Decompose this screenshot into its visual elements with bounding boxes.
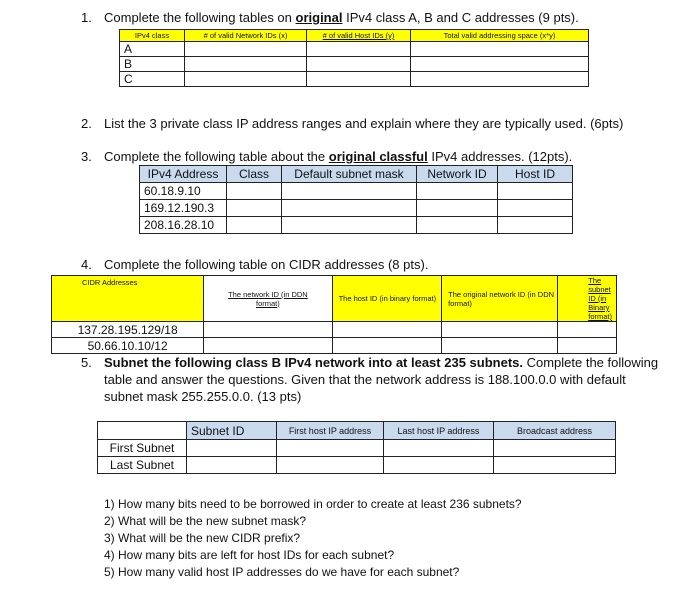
q2-text: List the 3 private class IP address ranges and explain where they are typically used. (6pts) bbox=[104, 116, 624, 131]
answer-cell[interactable] bbox=[282, 217, 417, 234]
q5-row-label: First Subnet bbox=[98, 440, 187, 457]
q5-text-rest: Complete the following bbox=[522, 355, 659, 370]
q4-header: The subnet ID (in Binary format) bbox=[558, 276, 617, 322]
answer-cell[interactable] bbox=[282, 200, 417, 217]
answer-cell[interactable] bbox=[204, 338, 332, 354]
q1-table bbox=[119, 29, 589, 87]
q3-text bbox=[104, 149, 572, 164]
answer-cell[interactable] bbox=[277, 457, 384, 474]
q3-table bbox=[139, 165, 573, 234]
q5-text-line2: table and answer the questions. Given that the network address is 188.100.0.0 with default bbox=[104, 372, 626, 387]
answer-cell[interactable] bbox=[494, 457, 616, 474]
q4-table bbox=[51, 275, 617, 354]
answer-cell[interactable] bbox=[185, 42, 307, 57]
answer-cell[interactable] bbox=[384, 440, 494, 457]
q5-text-bold: Subnet the following class B IPv4 network into at least 235 subnets. bbox=[104, 355, 523, 370]
table-row bbox=[52, 338, 617, 354]
table-row bbox=[98, 457, 616, 474]
list-item: 4) How many bits are left for host IDs for each subnet? bbox=[104, 548, 395, 562]
answer-cell[interactable] bbox=[227, 183, 282, 200]
q3-header: Class bbox=[227, 166, 282, 183]
answer-cell[interactable] bbox=[558, 322, 617, 338]
answer-cell[interactable] bbox=[307, 72, 411, 87]
q5-number: 5. bbox=[81, 355, 92, 370]
answer-cell[interactable] bbox=[307, 42, 411, 57]
q4-header: The host ID (in binary format) bbox=[332, 276, 442, 322]
answer-cell[interactable] bbox=[282, 183, 417, 200]
q3-row-label: 169.12.190.3 bbox=[140, 200, 227, 217]
q1-text-emph: original bbox=[295, 10, 343, 25]
q5-header: Subnet ID bbox=[187, 422, 277, 440]
answer-cell[interactable] bbox=[411, 57, 589, 72]
answer-cell[interactable] bbox=[307, 57, 411, 72]
answer-cell[interactable] bbox=[498, 217, 573, 234]
q1-row-label: C bbox=[120, 72, 185, 87]
q1-text-before: Complete the following tables on bbox=[104, 10, 296, 25]
q1-header: # of valid Network IDs (x) bbox=[185, 30, 307, 42]
answer-cell[interactable] bbox=[277, 440, 384, 457]
q4-number: 4. bbox=[81, 257, 92, 272]
answer-cell[interactable] bbox=[384, 457, 494, 474]
q5-text-line1 bbox=[104, 355, 658, 370]
q1-header: IPv4 class bbox=[120, 30, 185, 42]
empty-header-cell bbox=[98, 422, 187, 440]
q3-text-emph: original classful bbox=[328, 149, 428, 164]
table-row bbox=[140, 183, 573, 200]
table-row bbox=[120, 42, 589, 57]
q5-header: Broadcast address bbox=[494, 422, 616, 440]
answer-cell[interactable] bbox=[204, 322, 332, 338]
answer-cell[interactable] bbox=[185, 57, 307, 72]
q3-number: 3. bbox=[81, 149, 92, 164]
q4-row-label: 137.28.195.129/18 bbox=[52, 322, 204, 338]
q1-row-label: B bbox=[120, 57, 185, 72]
q1-text bbox=[104, 10, 579, 25]
q5-header: First host IP address bbox=[277, 422, 384, 440]
q5-text-line3: subnet mask 255.255.0.0. (13 pts) bbox=[104, 389, 302, 404]
q3-text-before: Complete the following table about the bbox=[104, 149, 329, 164]
answer-cell[interactable] bbox=[417, 183, 498, 200]
answer-cell[interactable] bbox=[442, 338, 558, 354]
answer-cell[interactable] bbox=[332, 338, 442, 354]
list-item: 5) How many valid host IP addresses do we have for each subnet? bbox=[104, 565, 460, 579]
q3-header: IPv4 Address bbox=[140, 166, 227, 183]
answer-cell[interactable] bbox=[498, 200, 573, 217]
q3-header: Network ID bbox=[417, 166, 498, 183]
answer-cell[interactable] bbox=[187, 457, 277, 474]
q4-text: Complete the following table on CIDR addresses (8 pts). bbox=[104, 257, 429, 272]
table-row bbox=[120, 57, 589, 72]
answer-cell[interactable] bbox=[417, 217, 498, 234]
table-row bbox=[140, 200, 573, 217]
q5-header: Last host IP address bbox=[384, 422, 494, 440]
q1-text-after: IPv4 class A, B and C addresses (9 pts). bbox=[342, 10, 579, 25]
table-row bbox=[98, 440, 616, 457]
q3-header: Host ID bbox=[498, 166, 573, 183]
answer-cell[interactable] bbox=[187, 440, 277, 457]
answer-cell[interactable] bbox=[227, 200, 282, 217]
answer-cell[interactable] bbox=[417, 200, 498, 217]
answer-cell[interactable] bbox=[494, 440, 616, 457]
q4-header: The network ID (in DDN format) bbox=[204, 276, 332, 322]
table-row bbox=[140, 217, 573, 234]
answer-cell[interactable] bbox=[411, 42, 589, 57]
q1-row-label: A bbox=[120, 42, 185, 57]
q3-row-label: 60.18.9.10 bbox=[140, 183, 227, 200]
q3-row-label: 208.16.28.10 bbox=[140, 217, 227, 234]
answer-cell[interactable] bbox=[442, 322, 558, 338]
answer-cell[interactable] bbox=[558, 338, 617, 354]
answer-cell[interactable] bbox=[411, 72, 589, 87]
answer-cell[interactable] bbox=[498, 183, 573, 200]
q3-header: Default subnet mask bbox=[282, 166, 417, 183]
table-row bbox=[120, 72, 589, 87]
q1-header: Total valid addressing space (x*y) bbox=[411, 30, 589, 42]
q1-number: 1. bbox=[81, 10, 92, 25]
table-row bbox=[52, 322, 617, 338]
list-item: 1) How many bits need to be borrowed in order to create at least 236 subnets? bbox=[104, 497, 522, 511]
answer-cell[interactable] bbox=[227, 217, 282, 234]
q2-number: 2. bbox=[81, 116, 92, 131]
answer-cell[interactable] bbox=[185, 72, 307, 87]
q4-row-label: 50.66.10.10/12 bbox=[52, 338, 204, 354]
q5-row-label: Last Subnet bbox=[98, 457, 187, 474]
q4-header: The original network ID (in DDN format) bbox=[442, 276, 558, 322]
list-item: 3) What will be the new CIDR prefix? bbox=[104, 531, 301, 545]
q1-header: # of valid Host IDs (y) bbox=[307, 30, 411, 42]
q5-table bbox=[97, 421, 616, 474]
q3-text-after: IPv4 addresses. (12pts). bbox=[427, 149, 573, 164]
list-item: 2) What will be the new subnet mask? bbox=[104, 514, 307, 528]
answer-cell[interactable] bbox=[332, 322, 442, 338]
q4-header: CIDR Addresses bbox=[52, 276, 204, 322]
